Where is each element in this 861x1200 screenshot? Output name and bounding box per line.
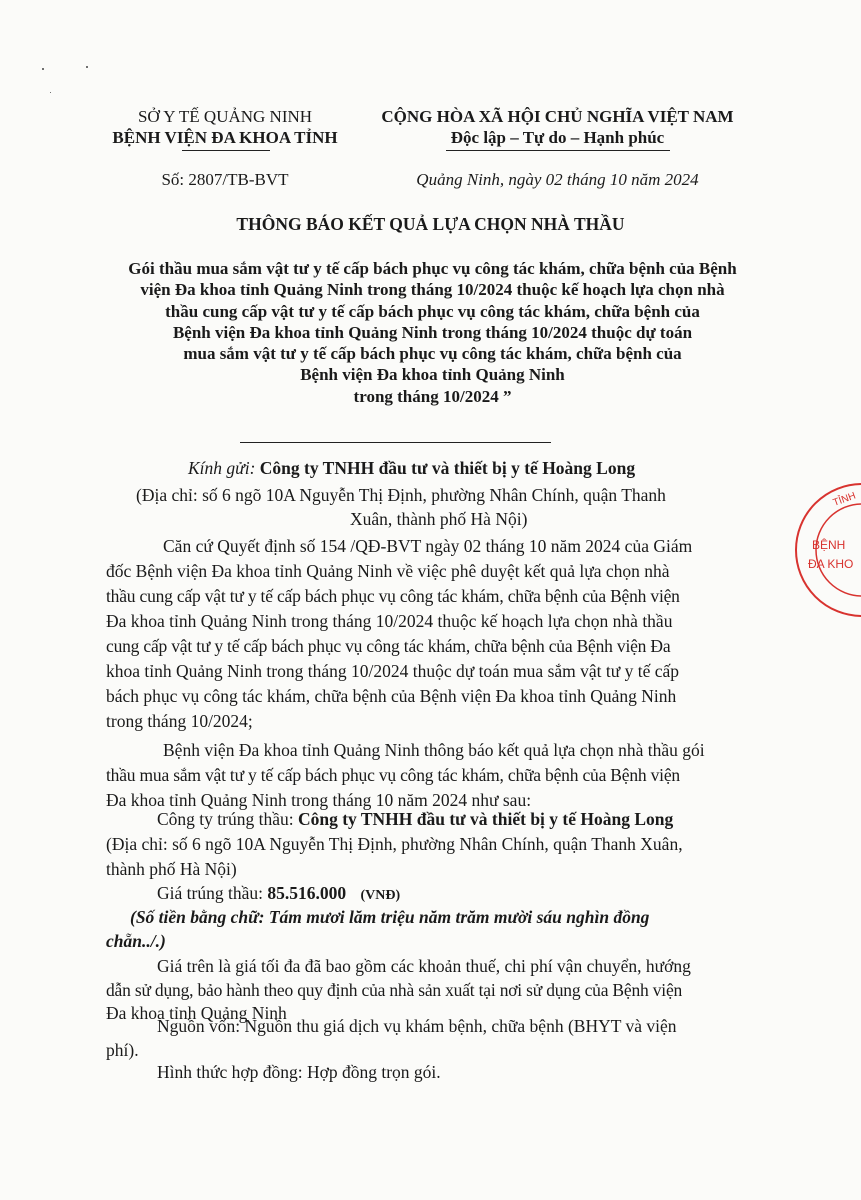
motto-underline	[446, 150, 670, 151]
separator-line	[240, 442, 551, 443]
national-motto: Độc lập – Tự do – Hạnh phúc	[450, 128, 665, 147]
winner-address-line: (Địa chỉ: số 6 ngõ 10A Nguyễn Thị Định, phường Nhân Chính, quận Thanh Xuân,	[106, 834, 683, 854]
price-note-line: Đa khoa tỉnh Quảng Ninh	[106, 1003, 287, 1023]
basis-line: khoa tỉnh Quảng Ninh trong tháng 10/2024 thuộc dự toán mua sắm vật tư y tế cấp	[106, 661, 680, 681]
stamp-top-text: TỈNH	[831, 490, 858, 509]
basis-line: đốc Bệnh viện Đa khoa tỉnh Quảng Ninh về việc phê duyệt kết quả lựa chọn nhà	[106, 561, 670, 581]
department-name: SỞ Y TẾ QUẢNG NINH	[137, 107, 313, 126]
basis-line: Đa khoa tỉnh Quảng Ninh trong tháng 10/2024 thuộc kế hoạch lựa chọn nhà thầu	[106, 611, 673, 631]
subject-line: mua sắm vật tư y tế cấp bách phục vụ công tác khám, chữa bệnh của	[183, 344, 682, 364]
nation-name: CỘNG HÒA XÃ HỘI CHỦ NGHĨA VIỆT NAM	[381, 107, 734, 126]
contract-type-line: Hình thức hợp đồng: Hợp đồng trọn gói.	[157, 1062, 441, 1082]
stamp-line-2: ĐA KHO	[808, 557, 854, 571]
price-note-line: dẫn sử dụng, bảo hành theo quy định của nhà sản xuất tại nơi sử dụng của Bệnh viện	[106, 980, 683, 1000]
stamp-line-1: BỆNH	[812, 538, 846, 552]
funding-line: phí).	[106, 1040, 139, 1060]
subject-line: Bệnh viện Đa khoa tỉnh Quảng Ninh	[300, 365, 565, 385]
announce-line: thầu mua sắm vật tư y tế cấp bách phục vụ công tác khám, chữa bệnh của Bệnh viện	[106, 765, 680, 785]
subject-line: Gói thầu mua sắm vật tư y tế cấp bách phục vụ công tác khám, chữa bệnh của Bệnh	[128, 259, 737, 278]
price-value: 85.516.000	[267, 883, 347, 903]
recipient-address-line: Xuân, thành phố Hà Nội)	[350, 509, 528, 529]
subject-block	[60, 258, 805, 407]
price-currency: (VNĐ)	[360, 888, 401, 903]
basis-line: thầu cung cấp vật tư y tế cấp bách phục vụ công tác khám, chữa bệnh của Bệnh viện	[106, 586, 680, 606]
basis-line: cung cấp vật tư y tế cấp bách phục vụ công tác khám, chữa bệnh của Bệnh viện Đa	[106, 636, 671, 656]
scan-speck	[42, 68, 44, 70]
price-line	[157, 883, 400, 904]
recipient-line	[188, 458, 635, 479]
price-label: Giá trúng thầu:	[157, 883, 268, 903]
recipient-label: Kính gửi:	[188, 458, 260, 478]
subject-line: trong tháng 10/2024 ”	[353, 386, 512, 406]
hospital-name: BỆNH VIỆN ĐA KHOA TỈNH	[112, 128, 338, 147]
winner-label: Công ty trúng thầu:	[157, 809, 298, 829]
header-right	[350, 106, 765, 148]
header-left	[95, 106, 355, 148]
funding-line: Nguồn vốn: Nguồn thu giá dịch vụ khám bệnh, chữa bệnh (BHYT và viện	[157, 1016, 677, 1036]
price-in-words-line: chẵn../.)	[106, 931, 166, 951]
recipient-address-line: (Địa chỉ: số 6 ngõ 10A Nguyễn Thị Định, phường Nhân Chính, quận Thanh	[136, 485, 666, 505]
winner-line	[157, 809, 673, 830]
scan-speck	[50, 92, 51, 93]
document-title: THÔNG BÁO KẾT QUẢ LỰA CHỌN NHÀ THẦU	[236, 214, 625, 234]
place-and-date: Quảng Ninh, ngày 02 tháng 10 năm 2024	[416, 170, 699, 189]
scan-speck	[86, 66, 88, 68]
subject-line: viện Đa khoa tỉnh Quảng Ninh trong tháng 10/2024 thuộc kế hoạch lựa chọn nhà	[140, 280, 725, 300]
header-left-underline	[182, 150, 270, 151]
basis-line: Căn cứ Quyết định số 154 /QĐ-BVT ngày 02 tháng 10 năm 2024 của Giám	[163, 536, 693, 556]
subject-line: Bệnh viện Đa khoa tỉnh Quảng Ninh trong tháng 10/2024 thuộc dự toán	[172, 322, 693, 342]
basis-line: bách phục vụ công tác khám, chữa bệnh của Bệnh viện Đa khoa tỉnh Quảng Ninh	[106, 686, 677, 706]
recipient-name: Công ty TNHH đầu tư và thiết bị y tế Hoàng Long	[259, 458, 636, 478]
document-number: Số: 2807/TB-BVT	[161, 170, 289, 189]
subject-line: thầu cung cấp vật tư y tế cấp bách phục vụ công tác khám, chữa bệnh của	[165, 301, 700, 321]
basis-line: trong tháng 10/2024;	[106, 711, 253, 731]
announce-line: Bệnh viện Đa khoa tỉnh Quảng Ninh thông báo kết quả lựa chọn nhà thầu gói	[163, 740, 705, 760]
price-note-line: Giá trên là giá tối đa đã bao gồm các khoản thuế, chi phí vận chuyển, hướng	[157, 956, 691, 976]
winner-name: Công ty TNHH đầu tư và thiết bị y tế Hoàng Long	[297, 809, 674, 829]
price-in-words-line: (Số tiền bằng chữ: Tám mươi lăm triệu năm trăm mười sáu nghìn đồng	[130, 907, 650, 927]
hospital-stamp	[782, 478, 861, 618]
winner-address-line: thành phố Hà Nội)	[106, 859, 237, 879]
announce-line: Đa khoa tỉnh Quảng Ninh trong tháng 10 năm 2024 như sau:	[106, 790, 532, 810]
